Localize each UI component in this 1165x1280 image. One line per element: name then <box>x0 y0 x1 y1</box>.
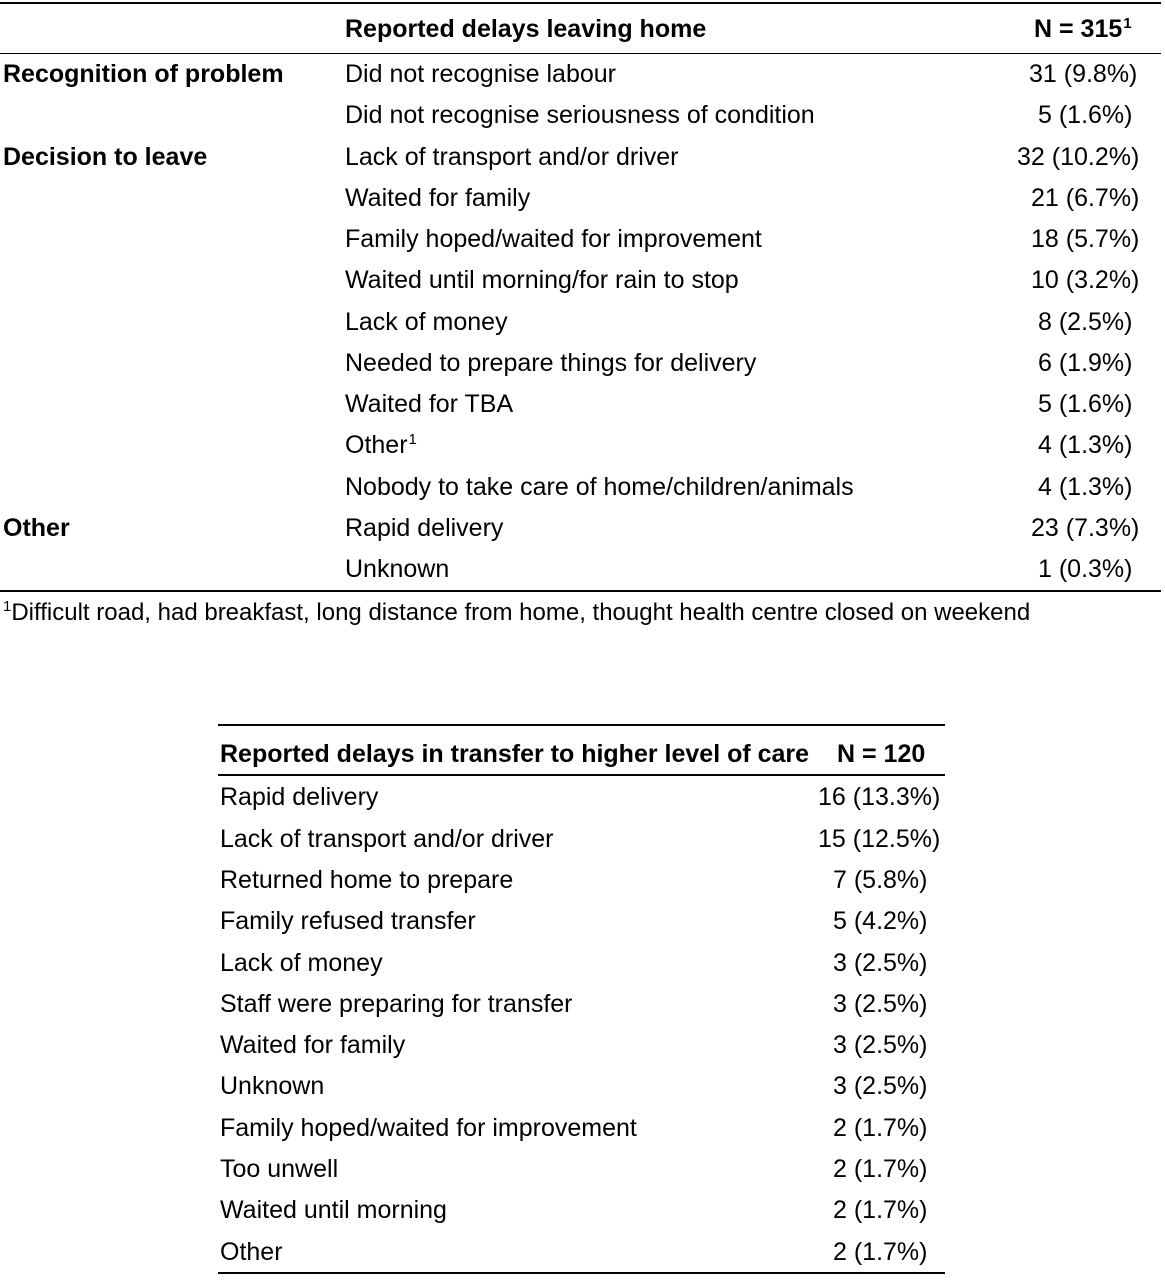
table-row-reason: Lack of money <box>220 949 383 977</box>
table-row-reason: Staff were preparing for transfer <box>220 990 573 1018</box>
table-row-reason: Lack of transport and/or driver <box>345 143 679 171</box>
table-row-value: 10 (3.2%) <box>1031 266 1140 294</box>
table-row-value: 6 (1.9%) <box>1038 349 1133 377</box>
table-row-value: 16 (13.3%) <box>818 783 941 811</box>
table-row-reason: Did not recognise labour <box>345 60 616 88</box>
table-row-value: 21 (6.7%) <box>1031 184 1140 212</box>
table-row-value: 5 (1.6%) <box>1038 101 1133 129</box>
table-row-value: 2 (1.7%) <box>833 1155 928 1183</box>
table-row-reason: Rapid delivery <box>220 783 379 811</box>
table-row-value: 3 (2.5%) <box>833 990 928 1018</box>
table-row-reason: Family hoped/waited for improvement <box>345 225 762 253</box>
table1-bottom-rule <box>0 590 1161 592</box>
table2-top-rule <box>218 724 945 726</box>
table-row-value: 2 (1.7%) <box>833 1114 928 1142</box>
table-row-value: 32 (10.2%) <box>1017 143 1140 171</box>
table-row-reason: Waited until morning/for rain to stop <box>345 266 739 294</box>
table-row-reason: Family refused transfer <box>220 907 476 935</box>
table-row-value: 8 (2.5%) <box>1038 308 1133 336</box>
table-row-value: 15 (12.5%) <box>818 825 941 853</box>
table-row-value: 23 (7.3%) <box>1031 514 1140 542</box>
table1-header-rule <box>0 53 1161 54</box>
table-row-value: 3 (2.5%) <box>833 949 928 977</box>
table-row-reason: Waited until morning <box>220 1196 447 1224</box>
table-row-reason: Too unwell <box>220 1155 339 1183</box>
table-row-value: 5 (1.6%) <box>1038 390 1133 418</box>
table-row-value: 4 (1.3%) <box>1038 431 1133 459</box>
table-row-reason: Unknown <box>220 1072 325 1100</box>
table2-header-reason: Reported delays in transfer to higher level of care <box>220 740 810 768</box>
group-label-other: Other <box>3 514 70 542</box>
table-row-reason: Returned home to prepare <box>220 866 514 894</box>
table-row-value: 1 (0.3%) <box>1038 555 1133 583</box>
table-row-value: 5 (4.2%) <box>833 907 928 935</box>
table-row-value: 2 (1.7%) <box>833 1238 928 1266</box>
group-label-decision: Decision to leave <box>3 143 208 171</box>
table1-header-reason: Reported delays leaving home <box>345 15 707 43</box>
table-row-reason: Rapid delivery <box>345 514 504 542</box>
table-row-value: 7 (5.8%) <box>833 866 928 894</box>
table-row-value: 3 (2.5%) <box>833 1031 928 1059</box>
table-row-reason: Nobody to take care of home/children/animals <box>345 473 854 501</box>
table-row-reason: Waited for family <box>220 1031 406 1059</box>
table1-top-rule <box>0 2 1161 4</box>
table-row-value: 31 (9.8%) <box>1029 60 1138 88</box>
table-row-value: 18 (5.7%) <box>1031 225 1140 253</box>
table1-header-n: $N = 315^1$ <box>1034 15 1132 43</box>
table1-footnote: $^1$Difficult road, had breakfast, long distance from home, thought health centre closed on weekend <box>3 598 1031 626</box>
table-row-value: 4 (1.3%) <box>1038 473 1133 501</box>
table-row-reason: Waited for family <box>345 184 531 212</box>
table-row-value: 3 (2.5%) <box>833 1072 928 1100</box>
table-row-reason: Lack of money <box>345 308 508 336</box>
table-row-reason: Other$^1$ <box>345 431 417 459</box>
table-row-reason: Other <box>220 1238 283 1266</box>
table-row-reason: Needed to prepare things for delivery <box>345 349 757 377</box>
table-row-value: 2 (1.7%) <box>833 1196 928 1224</box>
table2-bottom-rule <box>218 1272 945 1274</box>
table-row-reason: Family hoped/waited for improvement <box>220 1114 637 1142</box>
table-row-reason: Lack of transport and/or driver <box>220 825 554 853</box>
group-label-recognition: Recognition of problem <box>3 60 284 88</box>
table2-header-n: N = 120 <box>837 740 926 768</box>
table-row-reason: Unknown <box>345 555 450 583</box>
table2-header-rule <box>218 774 945 776</box>
table-row-reason: Waited for TBA <box>345 390 514 418</box>
table-row-reason: Did not recognise seriousness of condition <box>345 101 815 129</box>
